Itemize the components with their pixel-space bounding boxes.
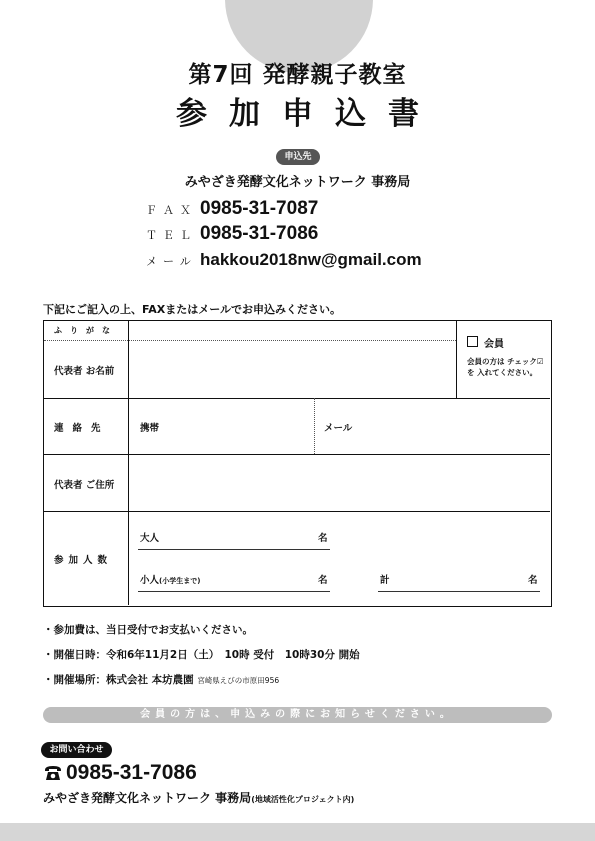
child-count-unit: 名 bbox=[318, 575, 328, 586]
inquiry-organization: みやざき発酵文化ネットワーク 事務局 bbox=[43, 791, 252, 805]
name-field[interactable] bbox=[130, 342, 454, 396]
total-count-unit: 名 bbox=[528, 575, 538, 586]
inquiry-badge: お問い合わせ bbox=[41, 742, 112, 758]
contact-label: 連絡先 bbox=[54, 423, 110, 434]
application-form bbox=[43, 320, 552, 607]
fax-number: 0985-31-7087 bbox=[200, 198, 319, 219]
destination-organization: みやざき発酵文化ネットワーク 事務局 bbox=[184, 175, 411, 190]
address-field[interactable] bbox=[130, 457, 548, 509]
email-label: メール bbox=[324, 423, 353, 434]
telephone-icon bbox=[43, 763, 63, 783]
adult-count-unit: 名 bbox=[318, 533, 328, 544]
child-label: 小人 bbox=[140, 575, 160, 586]
row-divider-3 bbox=[44, 511, 550, 512]
destination-badge: 申込先 bbox=[276, 149, 320, 165]
title-line-2: 参加申込書 bbox=[176, 96, 441, 132]
fax-row bbox=[146, 198, 318, 220]
member-checkbox[interactable] bbox=[467, 336, 478, 347]
address-label: 代表者 ご住所 bbox=[54, 480, 115, 491]
tel-number: 0985-31-7086 bbox=[200, 223, 319, 244]
label-column-divider bbox=[128, 321, 129, 605]
child-count-line[interactable] bbox=[138, 591, 330, 592]
furigana-divider bbox=[44, 340, 456, 341]
mobile-field[interactable] bbox=[164, 401, 312, 452]
inquiry-phone-row bbox=[43, 761, 197, 785]
furigana-label: ふりがな bbox=[54, 326, 118, 335]
venue-note bbox=[43, 672, 279, 687]
inquiry-phone-number[interactable]: 0985-31-7086 bbox=[66, 761, 197, 784]
total-label: 計 bbox=[380, 575, 390, 586]
name-label: 代表者 お名前 bbox=[54, 366, 115, 377]
adult-label: 大人 bbox=[140, 533, 160, 544]
adult-count-line[interactable] bbox=[138, 549, 330, 550]
member-note: 会員の方は チェック☑を 入れてください。 bbox=[467, 357, 544, 377]
member-label: 会員 bbox=[484, 339, 504, 350]
contact-divider bbox=[314, 398, 315, 454]
child-note: (小学生まで) bbox=[159, 577, 201, 585]
email-field[interactable] bbox=[354, 401, 548, 452]
inquiry-organization-wrap bbox=[43, 789, 354, 806]
venue-address: 宮崎県えびの市原田956 bbox=[197, 676, 280, 685]
mail-row bbox=[146, 250, 422, 270]
row-divider-2 bbox=[44, 454, 550, 455]
total-count-line[interactable] bbox=[378, 591, 540, 592]
date-note: ・開催日時：令和6年11月2日（土） 10時 受付 10時30分 開始 bbox=[43, 649, 360, 661]
bottom-band bbox=[0, 823, 595, 841]
fax-label: ＦＡＸ bbox=[146, 204, 197, 217]
fee-note: ・参加費は、当日受付でお支払いください。 bbox=[43, 624, 253, 636]
tel-row bbox=[146, 223, 318, 245]
venue-name: ・開催場所：株式会社 本坊農園 bbox=[43, 674, 194, 686]
member-notice-bar: 会員の方は、申込みの際にお知らせください。 bbox=[43, 707, 552, 723]
child-label-wrap bbox=[140, 572, 200, 586]
mail-address[interactable]: hakkou2018nw@gmail.com bbox=[200, 250, 422, 269]
row-divider-1 bbox=[44, 398, 550, 399]
furigana-field[interactable] bbox=[130, 322, 454, 339]
title-line-1: 第7回 発酵親子教室 bbox=[188, 62, 407, 88]
participants-label: 参加人数 bbox=[54, 555, 113, 566]
tel-label: ＴＥＬ bbox=[146, 229, 197, 242]
inquiry-organization-note: (地域活性化プロジェクト内) bbox=[251, 795, 355, 804]
mobile-label: 携帯 bbox=[140, 423, 160, 434]
form-instruction: 下記にご記入の上、FAXまたはメールでお申込みください。 bbox=[43, 303, 342, 316]
mail-label: メール bbox=[146, 255, 197, 268]
member-column-divider bbox=[456, 321, 457, 398]
